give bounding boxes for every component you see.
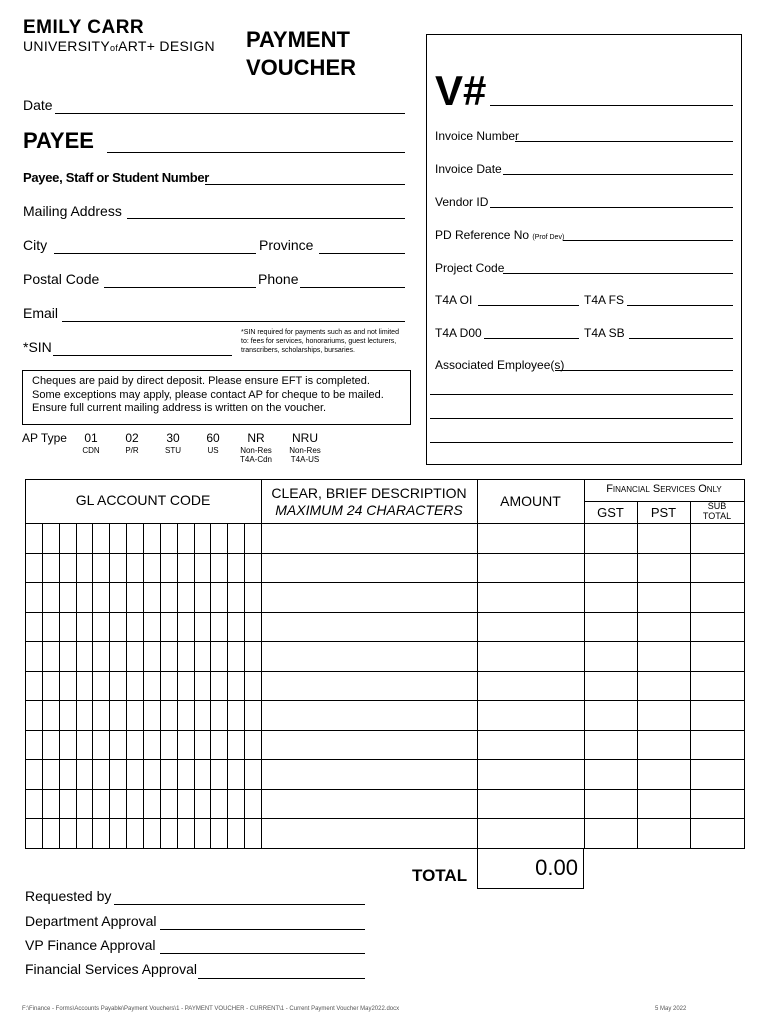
project-code-label: Project Code [435,261,505,275]
phone-label: Phone [258,271,299,287]
province-label: Province [259,237,314,253]
table-row[interactable] [25,582,744,612]
amount-header: AMOUNT [500,493,561,509]
description-header: CLEAR, BRIEF DESCRIPTION [271,485,467,501]
ap-type-nru: NRU [292,431,318,445]
payee-number-label: Payee, Staff or Student Number [23,170,210,185]
ap-type-label: AP Type [22,431,67,445]
university-logo [23,18,215,56]
logo-line-1: EMILY CARR [23,17,145,38]
invoice-date-field[interactable] [503,174,733,175]
pd-reference-field[interactable] [563,240,733,241]
table-body [25,523,744,848]
table-row[interactable] [25,523,744,553]
associated-employees-field[interactable] [555,370,733,371]
logo-line-2 [23,38,215,56]
financial-services-approval-label: Financial Services Approval [25,961,197,977]
table-row[interactable] [25,789,744,819]
associated-employees-label: Associated Employee(s) [435,358,565,372]
invoice-number-field[interactable] [515,141,733,142]
province-field[interactable] [319,253,405,254]
logo-of: of [110,43,119,53]
ap-type-30-desc: STU [165,446,181,455]
logo-art-design: ART+ DESIGN [118,38,215,54]
associated-employees-line-4[interactable] [430,442,733,443]
ap-type-nru-desc: Non-Res [289,446,321,455]
description-limit-header: MAXIMUM 24 CHARACTERS [275,502,463,518]
line-items-table [25,479,744,848]
table-row[interactable] [25,671,744,701]
ap-type-60: 60 [206,431,220,445]
table-row[interactable] [25,641,744,671]
t4a-sb-field[interactable] [629,338,733,339]
invoice-number-label: Invoice Number [435,129,520,143]
footer-date: 5 May 2022 [655,1006,687,1012]
logo-university: UNIVERSITY [23,38,111,54]
footer-file-path: F:\Finance - Forms\Accounts Payable\Payment Vouchers\1 - PAYMENT VOUCHER - CURRENT\1 - Current Payment Voucher May2022.docx [22,1006,400,1012]
ap-type-02-desc: P/R [125,446,139,455]
department-approval-label: Department Approval [25,913,157,929]
title-line-1: PAYMENT [246,27,350,52]
project-code-field[interactable] [503,273,733,274]
department-approval-field[interactable] [160,929,365,930]
t4a-sb-label: T4A SB [584,326,625,340]
payee-label: PAYEE [23,128,94,153]
subtotal-header-line-2: TOTAL [702,511,732,521]
t4a-fs-field[interactable] [627,305,733,306]
voucher-number-label: V# [435,67,487,114]
table-row[interactable] [25,612,744,642]
pst-header: PST [650,505,677,520]
email-label: Email [23,305,59,321]
direct-deposit-notice [22,370,411,425]
payee-number-field[interactable] [205,184,405,185]
sin-note: *SIN required for payments such as and not limited to: fees for services, honorariums, guest lecturers, transcribers, scholarships, bursaries. [241,329,399,354]
prof-dev-text: (Prof Dev) [532,234,565,241]
ap-type-01-desc: CDN [82,446,100,455]
gst-header: GST [597,505,624,520]
financial-services-approval-field[interactable] [198,978,365,979]
payee-field[interactable] [107,152,405,153]
financial-services-only-header: Financial Services Only [606,483,722,495]
postal-code-label: Postal Code [23,271,100,287]
total-label: TOTAL [412,866,468,885]
table-row[interactable] [25,818,744,848]
city-label: City [23,237,48,253]
t4a-oi-label: T4A OI [435,293,473,307]
table-row[interactable] [25,553,744,583]
t4a-d00-label: T4A D00 [435,326,482,340]
ap-type-nr: NR [247,431,265,445]
notice-line-3: Ensure full current mailing address is written on the voucher. [32,402,327,414]
ap-type-30: 30 [166,431,180,445]
requested-by-field[interactable] [114,904,365,905]
email-field[interactable] [62,321,405,322]
date-label: Date [23,97,53,113]
subtotal-header [690,501,744,521]
gl-account-code-header: GL ACCOUNT CODE [75,492,211,508]
ap-type-01: 01 [84,431,98,445]
table-row[interactable] [25,759,744,789]
associated-employees-line-2[interactable] [430,394,733,395]
page-title [246,26,356,82]
ap-type-60-desc: US [207,446,219,455]
table-row[interactable] [25,730,744,760]
pd-reference-label [435,228,564,242]
mailing-address-label: Mailing Address [23,203,122,219]
ap-type-nr-desc-2: T4A-Cdn [239,455,272,464]
title-line-2: VOUCHER [246,55,357,80]
total-amount: 0.00 [535,855,578,880]
requested-by-label: Requested by [25,888,112,904]
associated-employees-line-3[interactable] [430,418,733,419]
t4a-d00-field[interactable] [484,338,579,339]
ap-type-02: 02 [125,431,139,445]
ap-type-nr-desc: Non-Res [240,446,272,455]
postal-code-field[interactable] [104,287,256,288]
t4a-oi-field[interactable] [478,305,579,306]
mailing-address-field[interactable] [127,218,405,219]
sin-field[interactable] [53,355,232,356]
vendor-id-label: Vendor ID [435,195,489,209]
phone-field[interactable] [300,287,405,288]
t4a-fs-label: T4A FS [584,293,625,307]
vendor-id-field[interactable] [490,207,733,208]
city-field[interactable] [54,253,256,254]
sin-label: *SIN [23,339,52,355]
table-row[interactable] [25,700,744,730]
date-field[interactable] [55,113,405,114]
vp-finance-approval-field[interactable] [160,953,365,954]
ap-type-nru-desc-2: T4A-US [290,455,320,464]
voucher-number-field[interactable] [490,105,733,106]
subtotal-header-line-1: SUB [707,501,727,511]
notice-line-2: Some exceptions may apply, please contact AP for cheque to be mailed. [32,388,384,401]
invoice-date-label: Invoice Date [435,162,502,176]
vp-finance-approval-label: VP Finance Approval [25,937,156,953]
pd-reference-text: PD Reference No [435,228,530,242]
notice-line-1: Cheques are paid by direct deposit. Please ensure EFT is completed. [32,375,370,387]
